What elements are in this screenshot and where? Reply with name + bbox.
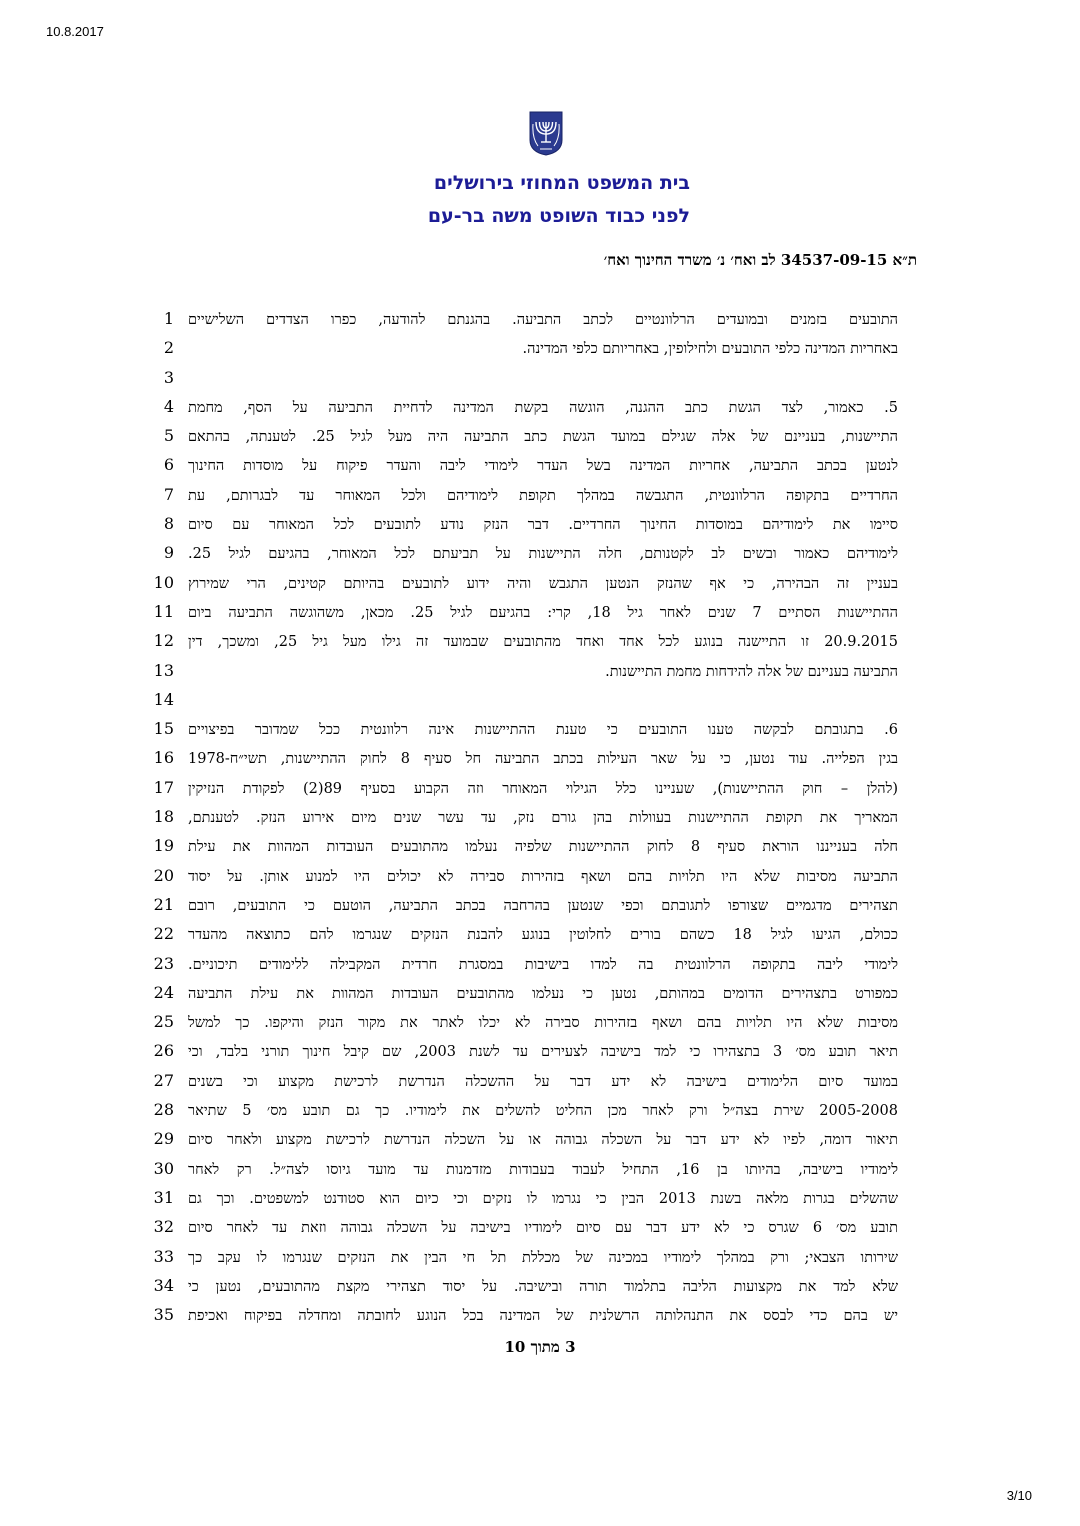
line-text: לנטען בכתב התביעה, אחריות המדינה בשל העדר לימודי ליבה והעדר פיקוח על מוסדות החינוך [188,458,898,475]
text-line [0,540,1080,569]
line-number: 31 [153,1187,174,1207]
line-number: 10 [153,572,174,592]
line-number: 21 [153,894,174,914]
line-number: 7 [163,484,174,504]
line-text: שהשלים בגרות מלאה בשנת 2013 הבין כי נגרמו לו נזקים וכי כיום הוא סטודנט למשפטים. וכך גם [188,1190,898,1207]
line-text: תיאור דומה, לפיו לא ידע דבר על השכלה גבוהה או על השכלה הנדרשת לרכישת מקצוע ולאחר סיום [188,1132,898,1149]
line-text: התובעים בזמנים ובמועדים הרלוונטיים לכתב התביעה. בהגנתם להודעה, כפרו הצדדים השלישיים [188,312,898,328]
line-text: 2005-2008 שירת בצה״ל ורק לאחר מכן החליט להשלים את לימודיו. כך גם תובע מס׳ 5 שתיאר [188,1103,898,1120]
text-line [0,1097,1080,1126]
text-line [0,1068,1080,1097]
text-line [0,394,1080,423]
line-number: 17 [153,777,174,797]
text-line [0,892,1080,921]
numbered-text-body [0,306,1080,1331]
line-number: 26 [153,1041,174,1061]
line-number: 6 [163,455,174,475]
text-line [0,951,1080,980]
line-text: כמפורט בתצהירים הדומים במהותם, נטען כי נעלמו מהתובעים העובדות המהוות את עילת התביעה [188,985,898,1002]
print-page-count: 3/10 [1006,1488,1032,1503]
line-text: בגין הפלייה. עוד נטען, כי על שאר העילות בכתב התביעה חל סעיף 8 לחוק ההתיישנות, תשי״ח-1978 [188,751,898,768]
text-line [0,716,1080,745]
line-text: תובע מס׳ 6 שגרס כי לא ידע דבר עם סיום לימודיו בישיבה על השכלה גבוהה וזאת עד לאחר סיום [188,1220,898,1237]
text-line [0,511,1080,540]
line-text: 5. כאמור, לצד הגשת כתב ההגנה, הוגשה בקשת המדינה לדחיית התביעה על הסף, מחמת [188,399,898,416]
state-emblem-menorah-icon [528,110,564,156]
line-text: מסיבות שלא היו תלויות בהם ושאף בזהירות סבירה לא יכלו לאתר את מקור הנזק והיקפו. כך למשל [188,1015,898,1032]
line-number: 33 [153,1246,174,1266]
line-text: שלא למד את מקצועות הליבה בתלמוד תורה ובישיבה. על יסוד תצהירי מקצת מהתובעים, נטען כי [188,1278,898,1295]
line-number: 23 [153,953,174,973]
line-number: 5 [163,426,174,446]
text-line [0,1273,1080,1302]
line-text: התביעה מסיבות שלא היו תלויות בהם ושאף בזהירות סבירה לא יכולים היו למנוע אותן. על יסוד [188,868,898,885]
text-line [0,482,1080,511]
line-number: 24 [153,982,174,1002]
line-number: 30 [153,1158,174,1178]
text-line [0,921,1080,950]
text-line [0,1244,1080,1273]
court-name: בית המשפט המחוזי בירושלים [433,172,690,194]
text-line [0,365,1080,394]
line-text: במועד סיום הלימודים בישיבה לא ידע דבר על ההשכלה הנדרשת לרכישת מקצוע וכי בשנים [188,1073,898,1090]
line-number: 22 [153,924,174,944]
line-text: התביעה בעניינם של אלה להידחות מחמת התיישנות. [605,663,898,680]
text-line [0,1126,1080,1155]
line-number: 35 [153,1305,174,1325]
line-text: התיישנות, בעניינם של אלה שגילם במועד הגשת כתב התביעה היה מעל לגיל 25. לטענתה, בהתאם [188,429,898,446]
line-text: חלה בענייננו הוראת סעיף 8 לחוק ההתיישנות שלפיה נעלמו מהתובעים העובדות המהוות את עילת [188,839,898,856]
text-line [0,1156,1080,1185]
text-line [0,833,1080,862]
line-number: 2 [163,338,174,358]
line-number: 28 [153,1100,174,1120]
page-number-footer: 3 מתוך 10 [504,1338,576,1356]
line-text: 20.9.2015 זו התיישנה בנוגע לכל אחד ואחד מהתובעים שבמועד זה גילו מעל גיל 25, ומשכך, דין [188,634,898,651]
line-text: 6. בתגובתם לבקשה טענו התובעים כי טענת ההתיישנות אינה רלוונטית ככל שמדובר בפיצויים [188,722,898,739]
line-number: 14 [153,689,174,709]
line-number: 8 [163,514,174,534]
text-line [0,423,1080,452]
line-text: בעניין זה הבהירה, כי אף שהנזק הנטען התגבש והיה ידוע לתובעים בהיותם קטינים, הרי שמירוץ [188,575,898,592]
line-text: יש בהם כדי לבסס את התנהלותה הרשלנית של המדינה בכל הנוגע לחובתה ומחדלה בפיקוח ואכיפת [188,1308,898,1325]
case-title: ת״א 34537-09-15 לב ואח׳ נ׳ משרד החינוך ואח׳ [603,251,917,269]
text-line [0,1302,1080,1331]
line-text: לימודיו בישיבה, בהיותו בן 16, התחיל לעבוד בעבודות מזדמנות עד מועד גיוסו לצה״ל. רק לאחר [188,1161,898,1178]
line-number: 12 [153,631,174,651]
line-text: לימודיהם כאמור ובשים לב לקטנותם, חלה התיישנות על תביעתם לכל המאוחר, בהגיעם לגיל 25. [188,546,898,563]
print-date: 10.8.2017 [46,24,104,39]
line-text: באחריות המדינה כלפי התובעים ולחילופין, באחריותם כלפי המדינה. [522,341,898,358]
line-text: המאריך את תקופת ההתיישנות בעוולות בהן גורם נזק, עד עשר שנים מיום אירוע הנזק. לטענתם, [188,810,898,827]
text-line [0,1214,1080,1243]
line-number: 15 [153,719,174,739]
line-text: ההתיישנות הסתיים 7 שנים לאחר גיל 18, קרי: בהגיעם לגיל 25. מכאן, משהוגשה התביעה ביום [188,604,898,621]
line-number: 27 [153,1070,174,1090]
line-number: 18 [153,807,174,827]
text-line [0,804,1080,833]
line-number: 25 [153,1012,174,1032]
line-number: 1 [163,309,174,328]
text-line [0,1038,1080,1067]
text-line [0,335,1080,364]
line-text: תיאר תובע מס׳ 3 בתצהירו כי למד בישיבה לצעירים עד לשנת 2003, שם קיבל חינוך תורני בלבד, וכי [188,1044,898,1061]
text-line [0,863,1080,892]
text-line [0,1185,1080,1214]
line-number: 34 [153,1275,174,1295]
text-line [0,599,1080,628]
line-number: 32 [153,1217,174,1237]
line-text: ככולם, הגיעו לגיל 18 כשהם בורים לחלוטין בנוגע להבנת הנזקים שנגרמו להם כתוצאה מהעדר [188,927,898,944]
text-line [0,570,1080,599]
line-number: 20 [153,865,174,885]
line-number: 4 [163,396,174,416]
line-number: 16 [153,748,174,768]
line-text: לימודי ליבה בתקופה הרלוונטית בה למדו בישיבות במסגרת חרדית המקבילה ללימודים תיכוניים. [188,956,898,973]
text-line [0,687,1080,716]
line-text: החרדיים בתקופה הרלוונטית, התגבשה במהלך תקופת לימודיהם ולכל המאוחר עד לבגרותם, עת [188,487,898,504]
line-text: סיימו את לימודיהם במוסדות החינוך החרדיים. דבר הנזק נודע לתובעים לכל המאוחר עם סיום [188,517,898,534]
text-line [0,745,1080,774]
line-number: 11 [153,601,174,621]
line-number: 19 [153,836,174,856]
line-number: 29 [153,1129,174,1149]
line-number: 9 [163,543,174,563]
text-line [0,452,1080,481]
text-line [0,658,1080,687]
line-number: 13 [153,660,174,680]
line-text: תצהירים מדגמיים שצורפו לתגובתם וכפי שנטען בהרחבה בכתב התביעה, הוטעם כי התובעים, רובם [188,897,898,914]
judge-name: לפני כבוד השופט משה בר-עם [427,205,690,227]
text-line [0,306,1080,335]
text-line [0,628,1080,657]
line-text: (להלן – חוק ההתיישנות), שעניינו כלל הגילוי המאוחר וזה הקבוע בסעיף 89(2) לפקודת הנזיקין [188,780,898,797]
text-line [0,775,1080,804]
line-number: 3 [163,367,174,387]
text-line [0,980,1080,1009]
text-line [0,1009,1080,1038]
line-text: שירותו הצבאי; ורק במהלך לימודיו במכינה של מכללת תל חי הבין את הנזקים שנגרמו לו עקב כך [188,1249,898,1266]
